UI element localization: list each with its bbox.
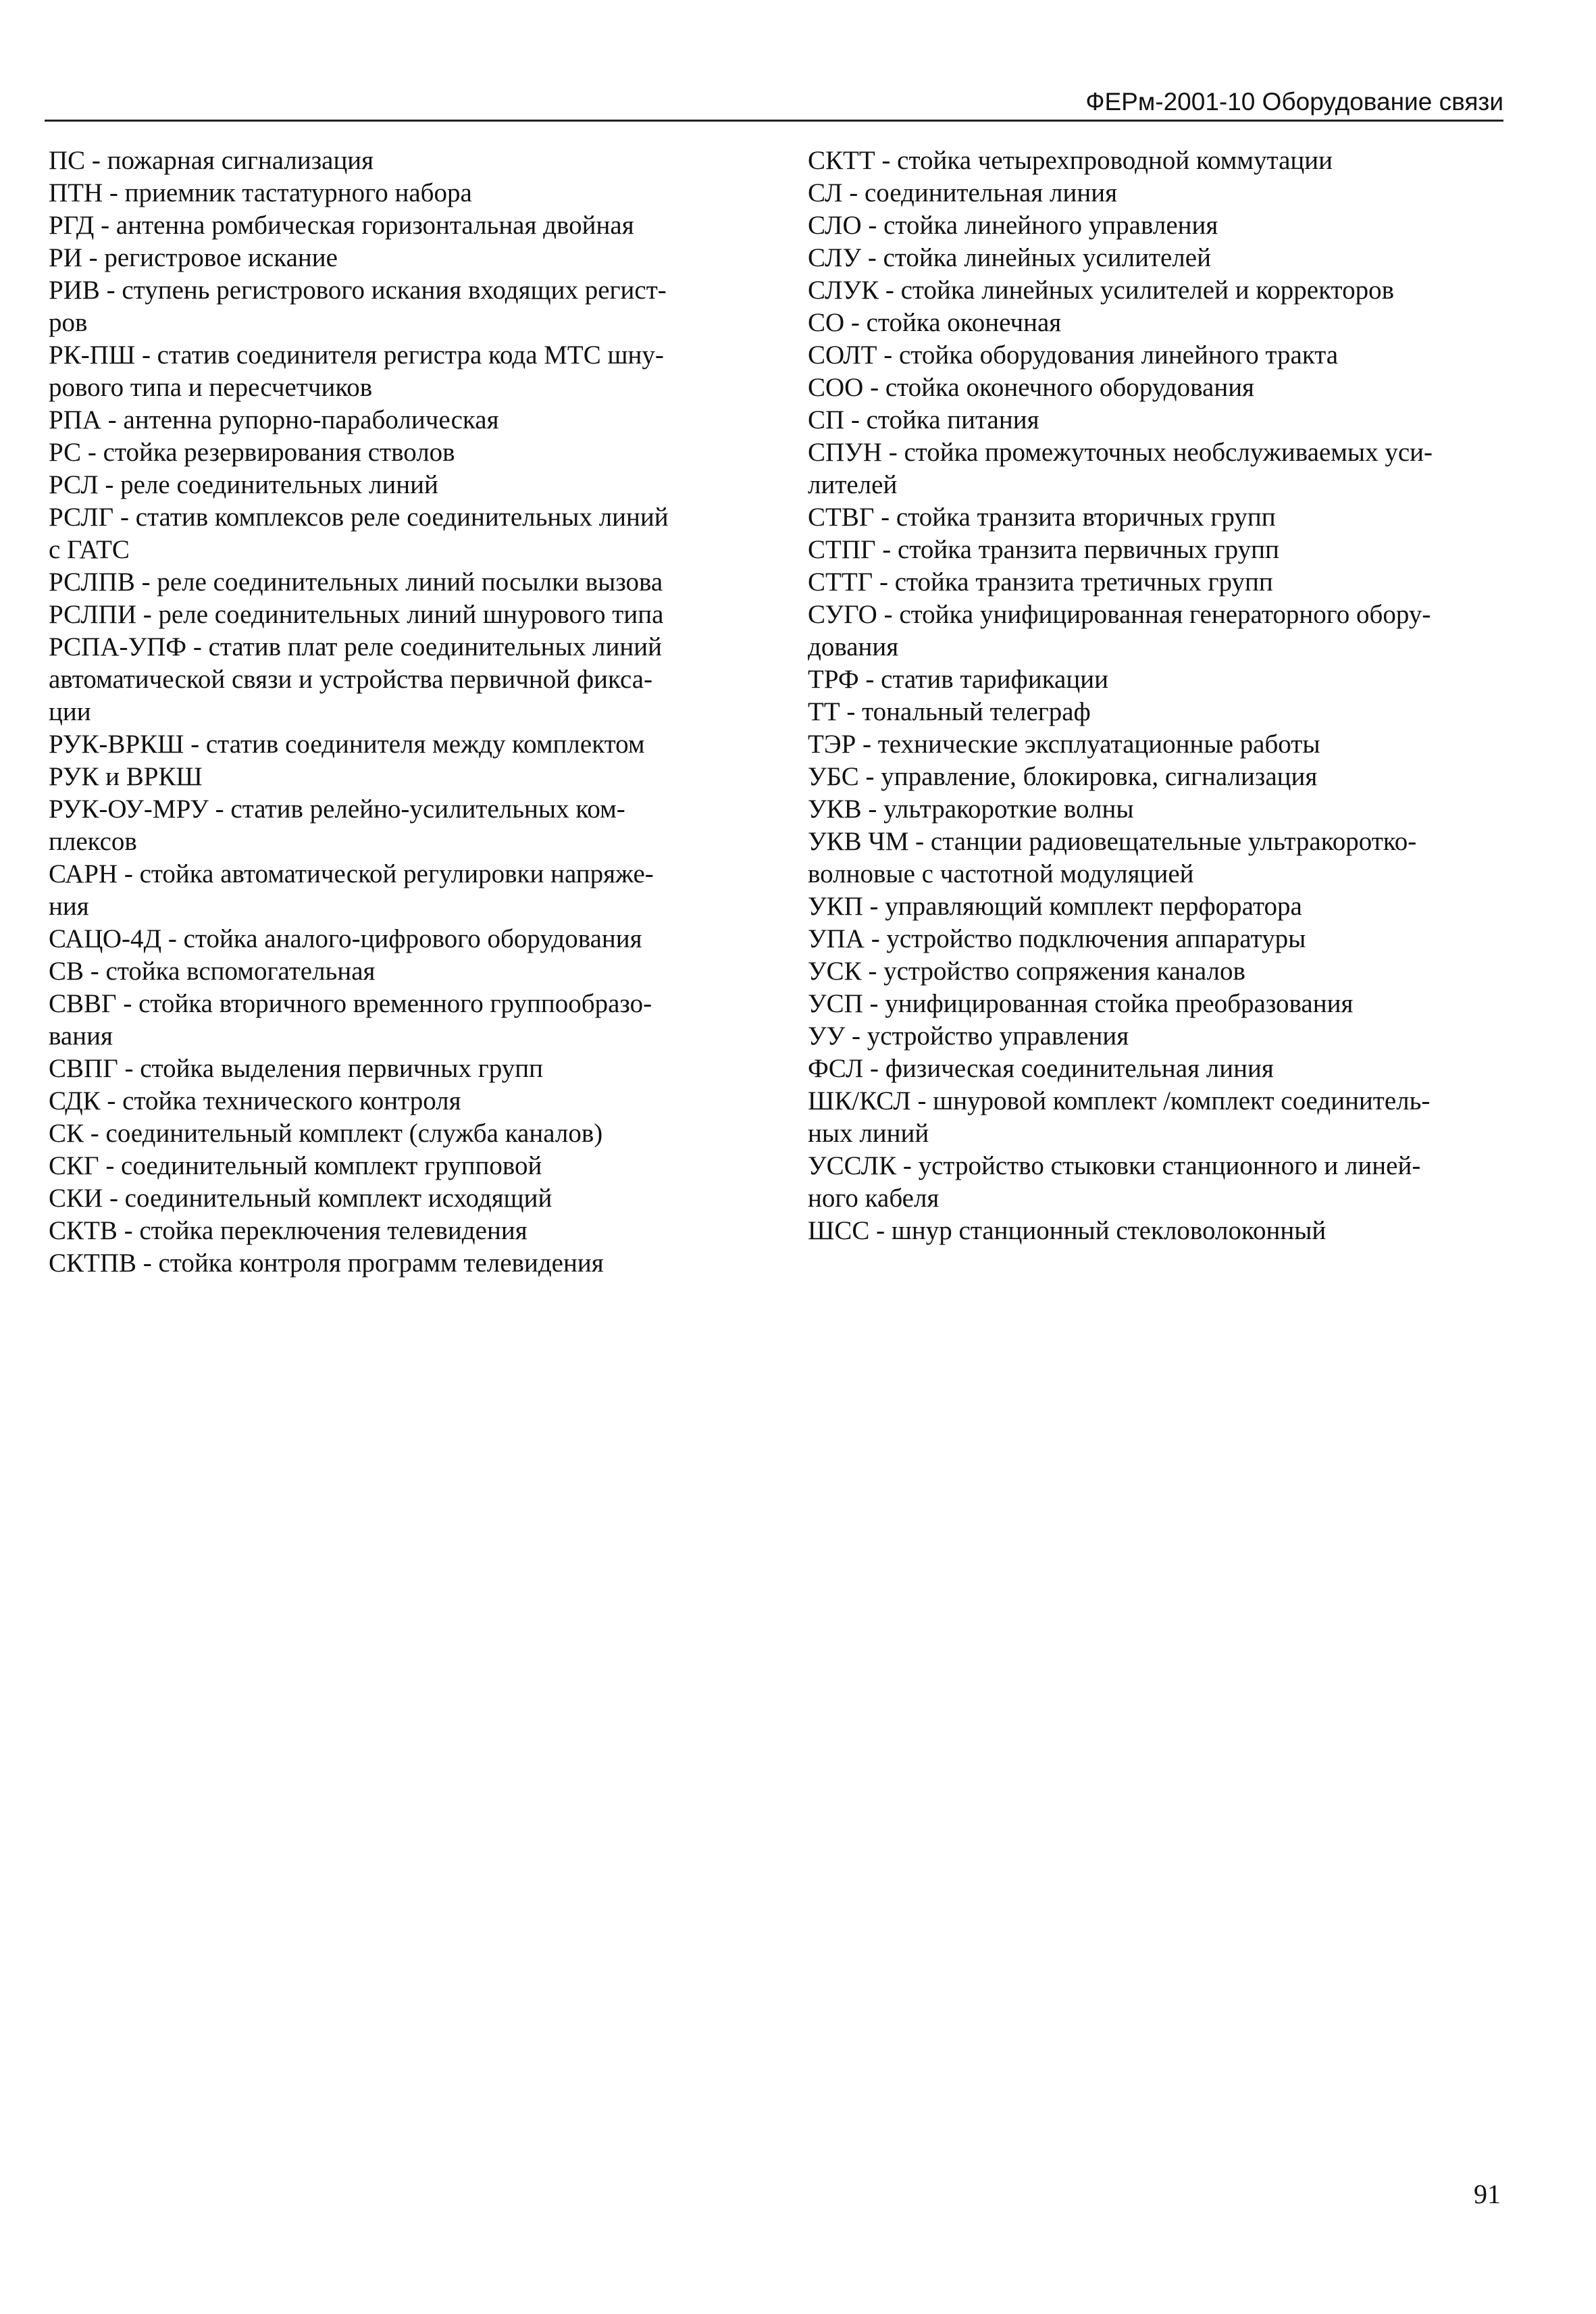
abbreviation-line: лителей [808,470,898,499]
abbreviation-line: СЛУ - стойка линейных усилителей [808,243,1211,272]
abbreviation-line: СВ - стойка вспомогательная [49,957,376,986]
abbreviation-line: ФСЛ - физическая соединительная линия [808,1054,1274,1083]
abbreviation-line: СО - стойка оконечная [808,308,1062,337]
abbreviation-line: РСЛ - реле соединительных линий [49,470,438,499]
abbreviation-line: СКИ - соединительный комплект исходящий [49,1184,552,1213]
abbreviation-line: СОО - стойка оконечного оборудования [808,373,1255,402]
abbreviation-line: СКТТ - стойка четырехпроводной коммутации [808,146,1333,175]
abbreviation-line: СЛО - стойка линейного управления [808,211,1218,240]
abbreviation-line: ных линий [808,1119,929,1148]
abbreviation-line: СЛ - соединительная линия [808,178,1118,207]
abbreviation-line: РУК и ВРКШ [49,762,203,791]
abbreviation-line: РПА - антенна рупорно-параболическая [49,405,499,434]
abbreviation-line: РГД - антенна ромбическая горизонтальная двойная [49,211,634,240]
abbreviation-line: СДК - стойка технического контроля [49,1086,461,1115]
abbreviation-line: УУ - устройство управления [808,1022,1129,1051]
abbreviation-line: СП - стойка питания [808,405,1039,434]
header-title: ФЕРм-2001-10 Оборудование связи [1085,88,1503,116]
abbreviation-line: РУК-ВРКШ - статив соединителя между комплектом [49,730,645,759]
abbreviation-line: СОЛТ - стойка оборудования линейного тракта [808,341,1339,370]
abbreviation-line: ТТ - тональный телеграф [808,697,1091,726]
abbreviation-line: ПТН - приемник тастатурного набора [49,178,472,207]
abbreviation-line: с ГАТС [49,535,130,564]
abbreviation-line: плексов [49,827,137,856]
page-number: 91 [1474,2179,1501,2209]
abbreviation-line: РС - стойка резервирования стволов [49,438,455,467]
abbreviation-line: СЛУК - стойка линейных усилителей и корректоров [808,276,1394,305]
abbreviations-left-column [49,145,731,1280]
abbreviation-line: СКГ - соединительный комплект групповой [49,1151,542,1180]
abbreviation-line: СТТГ - стойка транзита третичных групп [808,568,1273,597]
abbreviation-line: УБС - управление, блокировка, сигнализация [808,762,1318,791]
abbreviation-line: ШСС - шнур станционный стекловолоконный [808,1216,1327,1245]
abbreviation-line: СК - соединительный комплект (служба каналов) [49,1119,603,1148]
abbreviation-line: ров [49,308,88,337]
abbreviation-line: автоматической связи и устройства первичной фикса- [49,665,653,694]
abbreviation-line: СТВГ - стойка транзита вторичных групп [808,503,1276,532]
abbreviation-line: волновые с частотной модуляцией [808,859,1194,888]
abbreviation-line: ного кабеля [808,1184,939,1213]
abbreviation-line: РУК-ОУ-МРУ - статив релейно-усилительных ком- [49,795,625,824]
abbreviation-line: СВВГ - стойка вторичного временного группообразо- [49,989,652,1018]
abbreviation-line: ТРФ - статив тарификации [808,665,1108,694]
abbreviation-line: УССЛК - устройство стыковки станционного и линей- [808,1151,1421,1180]
abbreviation-line: УКВ ЧМ - станции радиовещательные ультракоротко- [808,827,1417,856]
abbreviation-line: РИВ - ступень регистрового искания входящих регист- [49,276,667,305]
abbreviation-line: СПУН - стойка промежуточных необслуживаемых уси- [808,438,1433,467]
abbreviation-line: УСП - унифицированная стойка преобразования [808,989,1354,1018]
abbreviation-line: САЦО-4Д - стойка аналого-цифрового оборудования [49,924,642,953]
page-header [45,86,1503,122]
abbreviation-line: вания [49,1022,113,1051]
abbreviation-line: дования [808,632,899,661]
abbreviation-line: ТЭР - технические эксплуатационные работы [808,730,1320,759]
abbreviation-line: ции [49,697,91,726]
abbreviation-line: РСЛПИ - реле соединительных линий шнурового типа [49,600,664,629]
abbreviation-line: УКП - управляющий комплект перфоратора [808,892,1302,921]
abbreviation-line: ния [49,892,89,921]
abbreviation-line: УКВ - ультракороткие волны [808,795,1134,824]
abbreviations-right-column [808,145,1510,1247]
abbreviation-line: ПС - пожарная сигнализация [49,146,374,175]
abbreviation-line: РСЛПВ - реле соединительных линий посылки вызова [49,568,663,597]
abbreviation-line: СУГО - стойка унифицированная генераторного обору- [808,600,1431,629]
abbreviation-line: РСЛГ - статив комплексов реле соединительных линий [49,503,669,532]
abbreviation-line: САРН - стойка автоматической регулировки напряже- [49,859,654,888]
abbreviation-line: ШК/КСЛ - шнуровой комплект /комплект соединитель- [808,1086,1431,1115]
abbreviation-line: СВПГ - стойка выделения первичных групп [49,1054,543,1083]
abbreviation-line: РИ - регистровое искание [49,243,338,272]
abbreviation-line: рового типа и пересчетчиков [49,373,373,402]
abbreviation-line: СТПГ - стойка транзита первичных групп [808,535,1279,564]
abbreviation-line: УПА - устройство подключения аппаратуры [808,924,1306,953]
abbreviation-line: РК-ПШ - статив соединителя регистра кода МТС шну- [49,341,664,370]
abbreviation-line: УСК - устройство сопряжения каналов [808,957,1245,986]
abbreviation-line: СКТПВ - стойка контроля программ телевидения [49,1249,604,1278]
abbreviation-line: СКТВ - стойка переключения телевидения [49,1216,527,1245]
abbreviation-line: РСПА-УПФ - статив плат реле соединительных линий [49,632,662,661]
